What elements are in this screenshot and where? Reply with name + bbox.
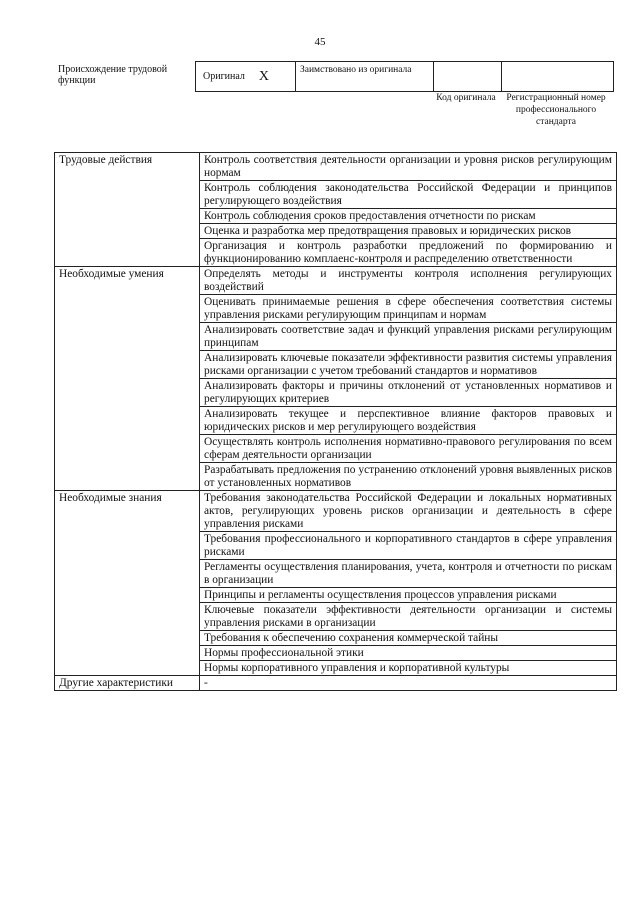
section-item: Требования к обеспечению сохранения коммерческой тайны: [200, 631, 617, 646]
code-original-cell: [434, 62, 502, 91]
section-item: Оценивать принимаемые решения в сфере обеспечения соответствия системы управления рисками регулирующим принципам и нормам: [200, 295, 617, 323]
table-row: [55, 153, 617, 181]
section-item: Организация и контроль разработки предложений по формированию и функционированию комплаенс-контроля и распределению ответственности: [200, 239, 617, 267]
origin-label: Происхождение трудовой функции: [58, 64, 168, 86]
section-item: Анализировать соответствие задач и функций управления рисками регулирующим принципам: [200, 323, 617, 351]
section-item: Оценка и разработка мер предотвращения правовых и юридических рисков: [200, 224, 617, 239]
section-item: Регламенты осуществления планирования, учета, контроля и отчетности по рискам в организации: [200, 560, 617, 588]
section-item: Осуществлять контроль исполнения нормативно-правового регулирования по всем сферам деятельности организации: [200, 435, 617, 463]
section-item: Требования законодательства Российской Федерации и локальных нормативных актов, регулирующих уровень рисков организации и деятельность в сфере управления рисками: [200, 491, 617, 532]
section-item: Анализировать факторы и причины отклонений от установленных нормативов и регулирующих критериев: [200, 379, 617, 407]
section-item: Нормы профессиональной этики: [200, 646, 617, 661]
table-row: [55, 267, 617, 295]
section-item: Требования профессионального и корпоративного стандартов в сфере управления рисками: [200, 532, 617, 560]
section-title: Другие характеристики: [55, 676, 200, 691]
section-title: Необходимые знания: [55, 491, 200, 676]
section-item: Контроль соответствия деятельности организации и уровня рисков регулирующим нормам: [200, 153, 617, 181]
section-item: Анализировать текущее и перспективное влияние факторов правовых и юридических рисков и мер регулирующего воздействия: [200, 407, 617, 435]
section-item: Определять методы и инструменты контроля исполнения регулирующих воздействий: [200, 267, 617, 295]
section-item: Разрабатывать предложения по устранению отклонений уровня выявленных рисков от установленных нормативов: [200, 463, 617, 491]
section-item: Ключевые показатели эффективности деятельности организации и системы управления рисками в организации: [200, 603, 617, 631]
registration-number-cell: [502, 62, 613, 91]
code-original-caption: Код оригинала: [436, 93, 496, 103]
registration-number-caption: Регистрационный номер профессионального стандарта: [506, 93, 606, 127]
original-cell: [196, 62, 296, 91]
origin-box: [195, 61, 614, 92]
section-title: Необходимые умения: [55, 267, 200, 491]
section-item: Нормы корпоративного управления и корпоративной культуры: [200, 661, 617, 676]
section-title: Трудовые действия: [55, 153, 200, 267]
section-item: -: [200, 676, 617, 691]
section-item: Контроль соблюдения сроков предоставления отчетности по рискам: [200, 209, 617, 224]
table-row: [55, 491, 617, 532]
original-label: Оригинал: [203, 71, 245, 82]
labor-functions-table: [54, 152, 617, 691]
borrowed-cell: Заимствовано из оригинала: [296, 62, 434, 91]
section-item: Анализировать ключевые показатели эффективности развития системы управления рисками организации с учетом требований стандартов и нормативов: [200, 351, 617, 379]
page-number: 45: [314, 36, 326, 48]
table-row: [55, 676, 617, 691]
original-mark: X: [258, 68, 270, 84]
section-item: Принципы и регламенты осуществления процессов управления рисками: [200, 588, 617, 603]
section-item: Контроль соблюдения законодательства Российской Федерации и принципов регулирующего воздействия: [200, 181, 617, 209]
